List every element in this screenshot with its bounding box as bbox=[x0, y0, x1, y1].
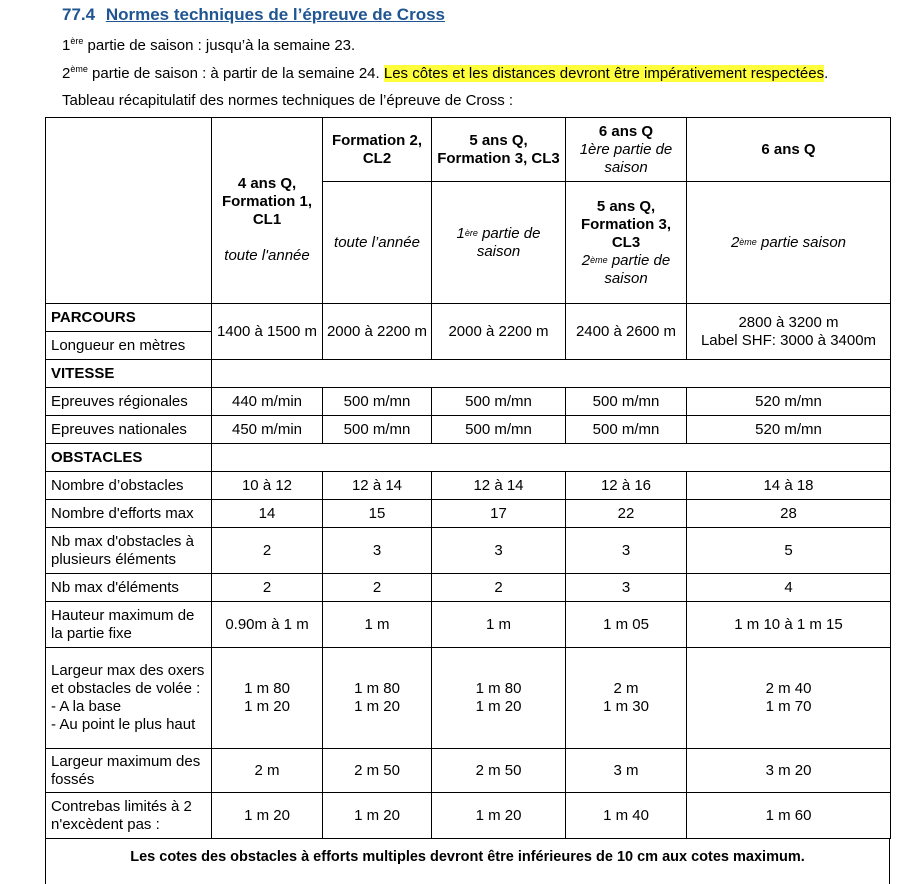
footer-note: Les cotes des obstacles à efforts multiples devront être inférieures de 10 cm aux cotes maximum. bbox=[45, 838, 890, 884]
norms-table bbox=[45, 117, 891, 839]
header-col-4-top: 6 ans Q 1ère partie de saison bbox=[566, 118, 687, 182]
longueur-c5: 2800 à 3200 m Label SHF: 3000 à 3400m bbox=[687, 304, 891, 360]
header-col-2-bottom: toute l’année bbox=[323, 182, 432, 304]
intro-line-3: Tableau récapitulatif des normes techniques de l’épreuve de Cross : bbox=[62, 92, 514, 109]
table-row: Epreuves nationales 450 m/min 500 m/mn 500 m/mn 500 m/mn 520 m/mn bbox=[46, 416, 891, 444]
section-number: 77.4 bbox=[62, 5, 96, 24]
table-row: Nombre d'efforts max 14 15 17 22 28 bbox=[46, 500, 891, 528]
table-row: Nb max d'éléments 2 2 2 3 4 bbox=[46, 574, 891, 602]
header-col-3-bottom: 1ère partie de saison bbox=[432, 182, 566, 304]
longueur-c2: 2000 à 2200 m bbox=[323, 304, 432, 360]
header-col-4-bottom: 5 ans Q, Formation 3, CL3 2ème partie de saison bbox=[566, 182, 687, 304]
longueur-c4: 2400 à 2600 m bbox=[566, 304, 687, 360]
section-vitesse-fill bbox=[212, 360, 891, 388]
table-row: Contrebas limités à 2 n'excèdent pas : 1 m 20 1 m 20 1 m 20 1 m 40 1 m 60 bbox=[46, 793, 891, 839]
section-vitesse: VITESSE bbox=[46, 360, 212, 388]
longueur-c3: 2000 à 2200 m bbox=[432, 304, 566, 360]
table-row: Epreuves régionales 440 m/min 500 m/mn 500 m/mn 500 m/mn 520 m/mn bbox=[46, 388, 891, 416]
intro-line-1: 1ère partie de saison : jusqu’à la semaine 23. bbox=[62, 36, 356, 54]
table-row: Hauteur maximum de la partie fixe 0.90m à 1 m 1 m 1 m 1 m 05 1 m 10 à 1 m 15 bbox=[46, 602, 891, 648]
header-col-1: 4 ans Q, Formation 1, CL1 toute l'année bbox=[212, 118, 323, 304]
header-col-3-top: 5 ans Q, Formation 3, CL3 bbox=[432, 118, 566, 182]
section-title: Normes techniques de l’épreuve de Cross bbox=[105, 5, 445, 24]
table-row: Nb max d'obstacles à plusieurs éléments 2 3 3 3 5 bbox=[46, 528, 891, 574]
intro-line-2: 2ème partie de saison : à partir de la semaine 24. Les côtes et les distances devront être impérativement respectées. bbox=[62, 64, 829, 82]
section-parcours: PARCOURS bbox=[46, 304, 212, 332]
header-col-5-top: 6 ans Q bbox=[687, 118, 891, 182]
header-col-5-bottom: 2ème partie saison bbox=[687, 182, 891, 304]
longueur-label: Longueur en mètres bbox=[46, 332, 212, 360]
table-row: Nombre d’obstacles 10 à 12 12 à 14 12 à 14 12 à 16 14 à 18 bbox=[46, 472, 891, 500]
highlighted-warning: Les côtes et les distances devront être impérativement respectées bbox=[383, 65, 825, 82]
section-heading bbox=[62, 5, 445, 25]
section-obstacles: OBSTACLES bbox=[46, 444, 212, 472]
header-empty-cell bbox=[46, 118, 212, 304]
section-obstacles-fill bbox=[212, 444, 891, 472]
table-row-largeur: Largeur max des oxers et obstacles de volée : - A la base - Au point le plus haut 1 m 80 1 m 20 1 m 80 1 m 20 1 m 80 1 m 20 2 m 1 m 30 2 m 40 1 m 70 bbox=[46, 648, 891, 749]
longueur-c1: 1400 à 1500 m bbox=[212, 304, 323, 360]
header-col-2-top: Formation 2, CL2 bbox=[323, 118, 432, 182]
table-row: Largeur maximum des fossés 2 m 2 m 50 2 m 50 3 m 3 m 20 bbox=[46, 749, 891, 793]
